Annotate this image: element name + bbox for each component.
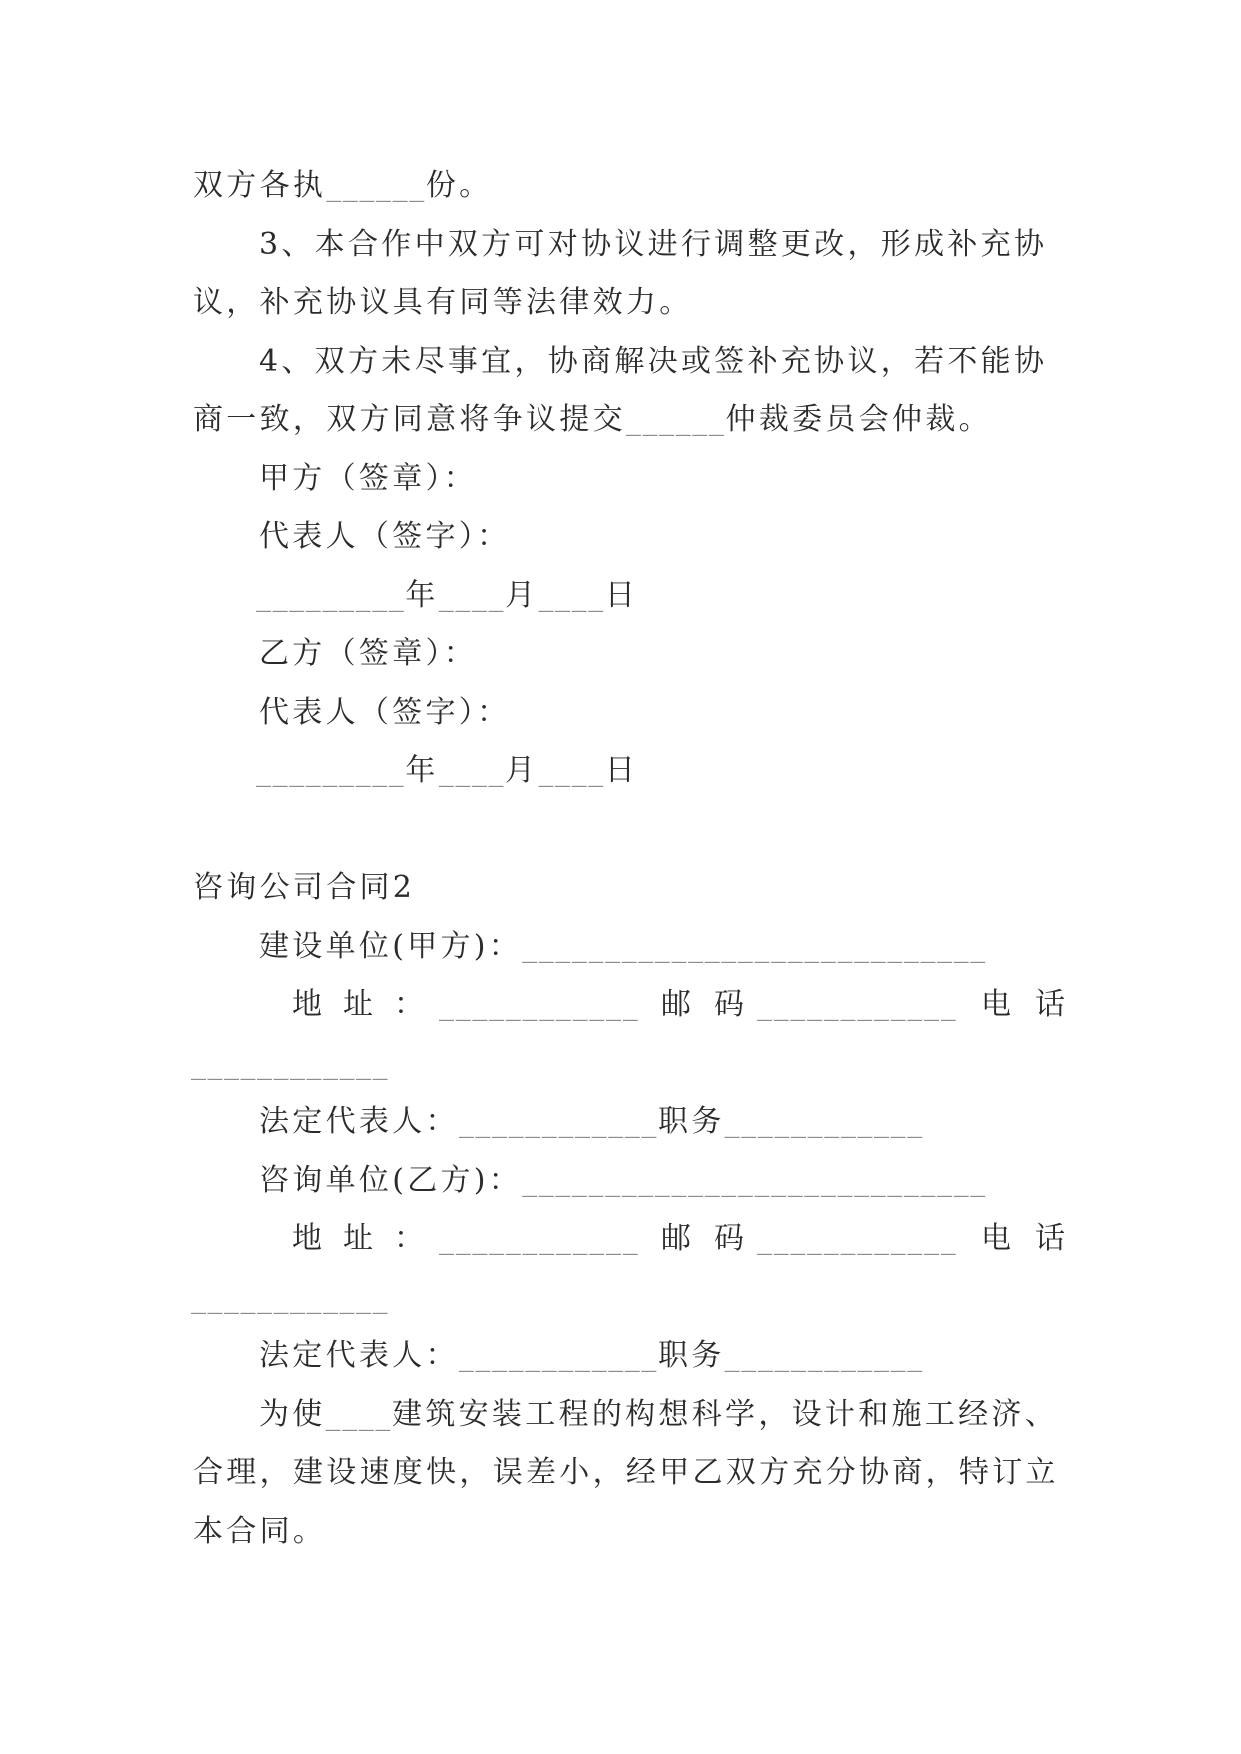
- party-b-signing-date: [256, 751, 638, 791]
- consulting-unit-phone-blank: [191, 1278, 389, 1318]
- position-blank: ____________: [724, 1338, 924, 1373]
- text-segment: 议，补充协议具有同等法律效力。: [193, 285, 693, 320]
- phone-label: 电话: [981, 987, 1089, 1022]
- legal-rep-label: 法定代表人：: [259, 1104, 459, 1139]
- legal-rep-label: 法定代表人：: [259, 1338, 459, 1373]
- preamble-line-2: [193, 1453, 1059, 1493]
- day-blank: ____: [538, 753, 605, 788]
- construction-unit-label: 建设单位(甲方)：: [259, 929, 523, 964]
- party-b-seal-label: [259, 634, 477, 674]
- clause-3-line-1: [259, 225, 1047, 265]
- year-label: 年: [405, 753, 439, 788]
- day-label: 日: [604, 578, 639, 613]
- party-a-representative-label: [259, 517, 510, 557]
- consulting-unit-legal-rep-row: [259, 1336, 924, 1376]
- text-segment: 双方各执: [193, 168, 327, 203]
- text-segment: 建筑安装工程的构想科学，设计和施工经济、: [392, 1397, 1059, 1432]
- text-segment: 3、本合作中双方可对协议进行调整更改，形成补充协: [259, 227, 1048, 262]
- construction-unit-address-row: [0, 985, 1241, 1025]
- year-blank: _________: [256, 578, 406, 613]
- month-label: 月: [505, 578, 539, 613]
- month-blank: ____: [438, 753, 506, 788]
- text-segment: 商一致，双方同意将争议提交: [193, 402, 626, 437]
- blank-field: ______: [326, 168, 426, 203]
- position-label: 职务: [658, 1338, 725, 1373]
- text-segment: 代表人（签字）：: [259, 519, 511, 554]
- phone-label: 电话: [981, 1221, 1089, 1256]
- address-label: 地址：: [292, 1221, 445, 1256]
- blank-field: ______: [625, 402, 726, 437]
- consulting-unit-label: 咨询单位(乙方)：: [259, 1163, 523, 1198]
- text-segment: 乙方（签章）：: [259, 636, 478, 671]
- legal-rep-blank: ____________: [458, 1104, 659, 1139]
- preamble-line-3: [193, 1512, 326, 1552]
- address-blank: ____________: [439, 1221, 640, 1256]
- party-a-signing-date: [256, 576, 638, 616]
- postcode-label: 邮码: [661, 1221, 767, 1256]
- postcode-blank: ____________: [757, 987, 958, 1022]
- text-segment: 份。: [425, 168, 493, 203]
- position-label: 职务: [658, 1104, 725, 1139]
- text-segment: 咨询公司合同2: [193, 870, 416, 905]
- address-blank: ____________: [439, 987, 640, 1022]
- project-name-blank: ____: [325, 1397, 393, 1432]
- year-label: 年: [405, 578, 439, 613]
- consulting-unit-line: [259, 1161, 987, 1201]
- text-segment: 合理，建设速度快，误差小，经甲乙双方充分协商，特订立: [193, 1455, 1059, 1490]
- phone-blank: ____________: [191, 1280, 389, 1315]
- construction-unit-line: [259, 927, 987, 967]
- text-segment: 为使: [259, 1397, 326, 1432]
- copies-clause-line: [193, 166, 492, 206]
- month-label: 月: [505, 753, 539, 788]
- text-segment: 仲裁委员会仲裁。: [725, 402, 992, 437]
- phone-blank: ____________: [191, 1046, 389, 1081]
- postcode-label: 邮码: [661, 987, 767, 1022]
- text-segment: 代表人（签字）：: [259, 695, 511, 730]
- day-label: 日: [604, 753, 639, 788]
- text-segment: 4、双方未尽事宜，协商解决或签补充协议，若不能协: [259, 344, 1048, 379]
- construction-unit-blank: ____________________________: [522, 929, 987, 964]
- year-blank: _________: [256, 753, 406, 788]
- consulting-unit-address-row: [0, 1219, 1241, 1259]
- construction-unit-legal-rep-row: [259, 1102, 924, 1142]
- position-blank: ____________: [724, 1104, 924, 1139]
- preamble-line-1: [259, 1395, 1058, 1435]
- clause-3-line-2: [193, 283, 693, 323]
- text-segment: 甲方（签章）：: [259, 461, 478, 496]
- clause-4-line-2: [193, 400, 992, 440]
- contract-title: [193, 868, 415, 908]
- address-label: 地址：: [292, 987, 445, 1022]
- day-blank: ____: [538, 578, 605, 613]
- text-segment: 本合同。: [193, 1514, 327, 1549]
- consulting-unit-blank: ____________________________: [522, 1163, 987, 1198]
- party-b-representative-label: [259, 693, 510, 733]
- legal-rep-blank: ____________: [458, 1338, 659, 1373]
- clause-4-line-1: [259, 342, 1047, 382]
- month-blank: ____: [438, 578, 506, 613]
- postcode-blank: ____________: [757, 1221, 958, 1256]
- party-a-seal-label: [259, 459, 477, 499]
- construction-unit-phone-blank: [191, 1044, 389, 1084]
